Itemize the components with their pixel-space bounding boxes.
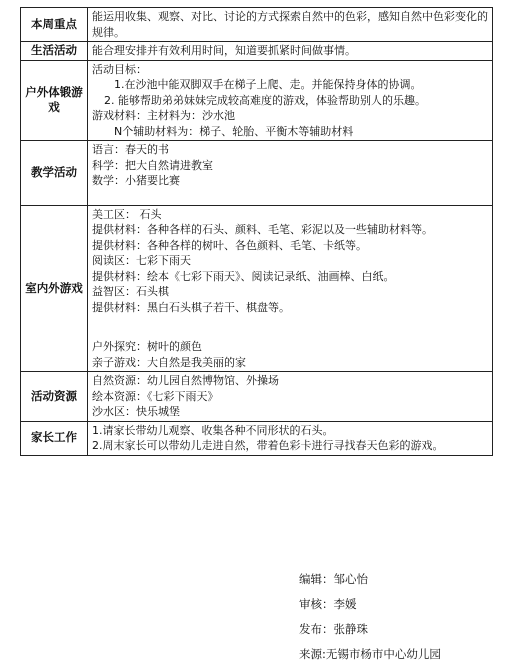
spacer bbox=[92, 315, 488, 339]
row-content bbox=[88, 141, 493, 206]
content-line: 提供材料：绘本《七彩下雨天》、阅读记录纸、油画棒、白纸。 bbox=[92, 269, 395, 283]
content-line: 科学：把大自然请进教室 bbox=[92, 158, 213, 172]
content-line: N个辅助材料为：梯子、轮胎、平衡木等辅助材料 bbox=[114, 124, 354, 138]
table-row-games bbox=[21, 205, 493, 372]
row-label: 活动资源 bbox=[21, 372, 88, 422]
table-row-daily-life bbox=[21, 42, 493, 61]
reviewer-credit: 审核：李媛 bbox=[299, 597, 357, 611]
content-line: 阅读区：七彩下雨天 bbox=[92, 254, 191, 267]
content-line: 活动目标： bbox=[92, 62, 147, 76]
row-content bbox=[88, 421, 493, 455]
row-label: 家长工作 bbox=[21, 421, 88, 455]
table-row-focus bbox=[21, 8, 493, 42]
content-line: 美工区： 石头 bbox=[92, 207, 162, 221]
row-content bbox=[88, 42, 493, 61]
table-row-outdoor-exercise bbox=[21, 60, 493, 141]
content-line: 2.周末家长可以带幼儿走进自然，带着色彩卡进行寻找春天色彩的游戏。 bbox=[92, 439, 444, 452]
content-line: 亲子游戏：大自然是我美丽的家 bbox=[92, 355, 246, 369]
row-label: 本周重点 bbox=[21, 8, 88, 42]
row-label: 户外体锻游戏 bbox=[21, 60, 88, 141]
source-credit: 来源:无锡市杨市中心幼儿园 bbox=[299, 647, 441, 661]
content-line: 提供材料：各种各样的树叶、各色颜料、毛笔、卡纸等。 bbox=[92, 238, 367, 252]
content-line: 数学：小猪要比赛 bbox=[92, 174, 180, 187]
content-line: 语言：春天的书 bbox=[92, 143, 169, 156]
row-content bbox=[88, 372, 493, 422]
content-line: 自然资源：幼儿园自然博物馆、外操场 bbox=[92, 374, 279, 387]
credits-block bbox=[299, 567, 441, 667]
row-content bbox=[88, 205, 493, 372]
row-content bbox=[88, 8, 493, 42]
row-label: 生活活动 bbox=[21, 42, 88, 61]
content-line: 游戏材料：主材料为：沙水池 bbox=[92, 109, 235, 122]
content-line: 1.在沙池中能双脚双手在梯子上爬、走。并能保持身体的协调。 bbox=[114, 78, 422, 91]
row-label: 教学活动 bbox=[21, 141, 88, 206]
row-label: 室内外游戏 bbox=[21, 205, 88, 372]
content-line: 2. 能够帮助弟弟妹妹完成较高难度的游戏，体验帮助别人的乐趣。 bbox=[104, 93, 426, 107]
content-line: 能运用收集、观察、对比、讨论的方式探索自然中的色彩，感知自然中色彩变化的规律。 bbox=[92, 10, 488, 39]
publisher-credit: 发布：张静珠 bbox=[299, 622, 368, 636]
editor-credit: 编辑：邹心怡 bbox=[299, 572, 368, 586]
content-line: 益智区：石头棋 bbox=[92, 285, 169, 298]
content-line: 提供材料：黑白石头棋子若干、棋盘等。 bbox=[92, 300, 290, 314]
table-row-resources bbox=[21, 372, 493, 422]
row-content bbox=[88, 60, 493, 141]
content-line: 绘本资源：《七彩下雨天》 bbox=[92, 389, 219, 403]
content-line: 沙水区：快乐城堡 bbox=[92, 405, 180, 418]
spacer bbox=[92, 189, 488, 204]
content-line: 户外探究：树叶的颜色 bbox=[92, 340, 202, 353]
weekly-plan-table bbox=[20, 7, 493, 456]
table-row-parents bbox=[21, 421, 493, 455]
content-line: 能合理安排并有效利用时间，知道要抓紧时间做事情。 bbox=[92, 44, 356, 57]
content-line: 提供材料：各种各样的石头、颜料、毛笔、彩泥以及一些辅助材料等。 bbox=[92, 223, 433, 236]
table-row-teaching bbox=[21, 141, 493, 206]
content-line: 1.请家长带幼儿观察、收集各种不同形状的石头。 bbox=[92, 423, 334, 437]
